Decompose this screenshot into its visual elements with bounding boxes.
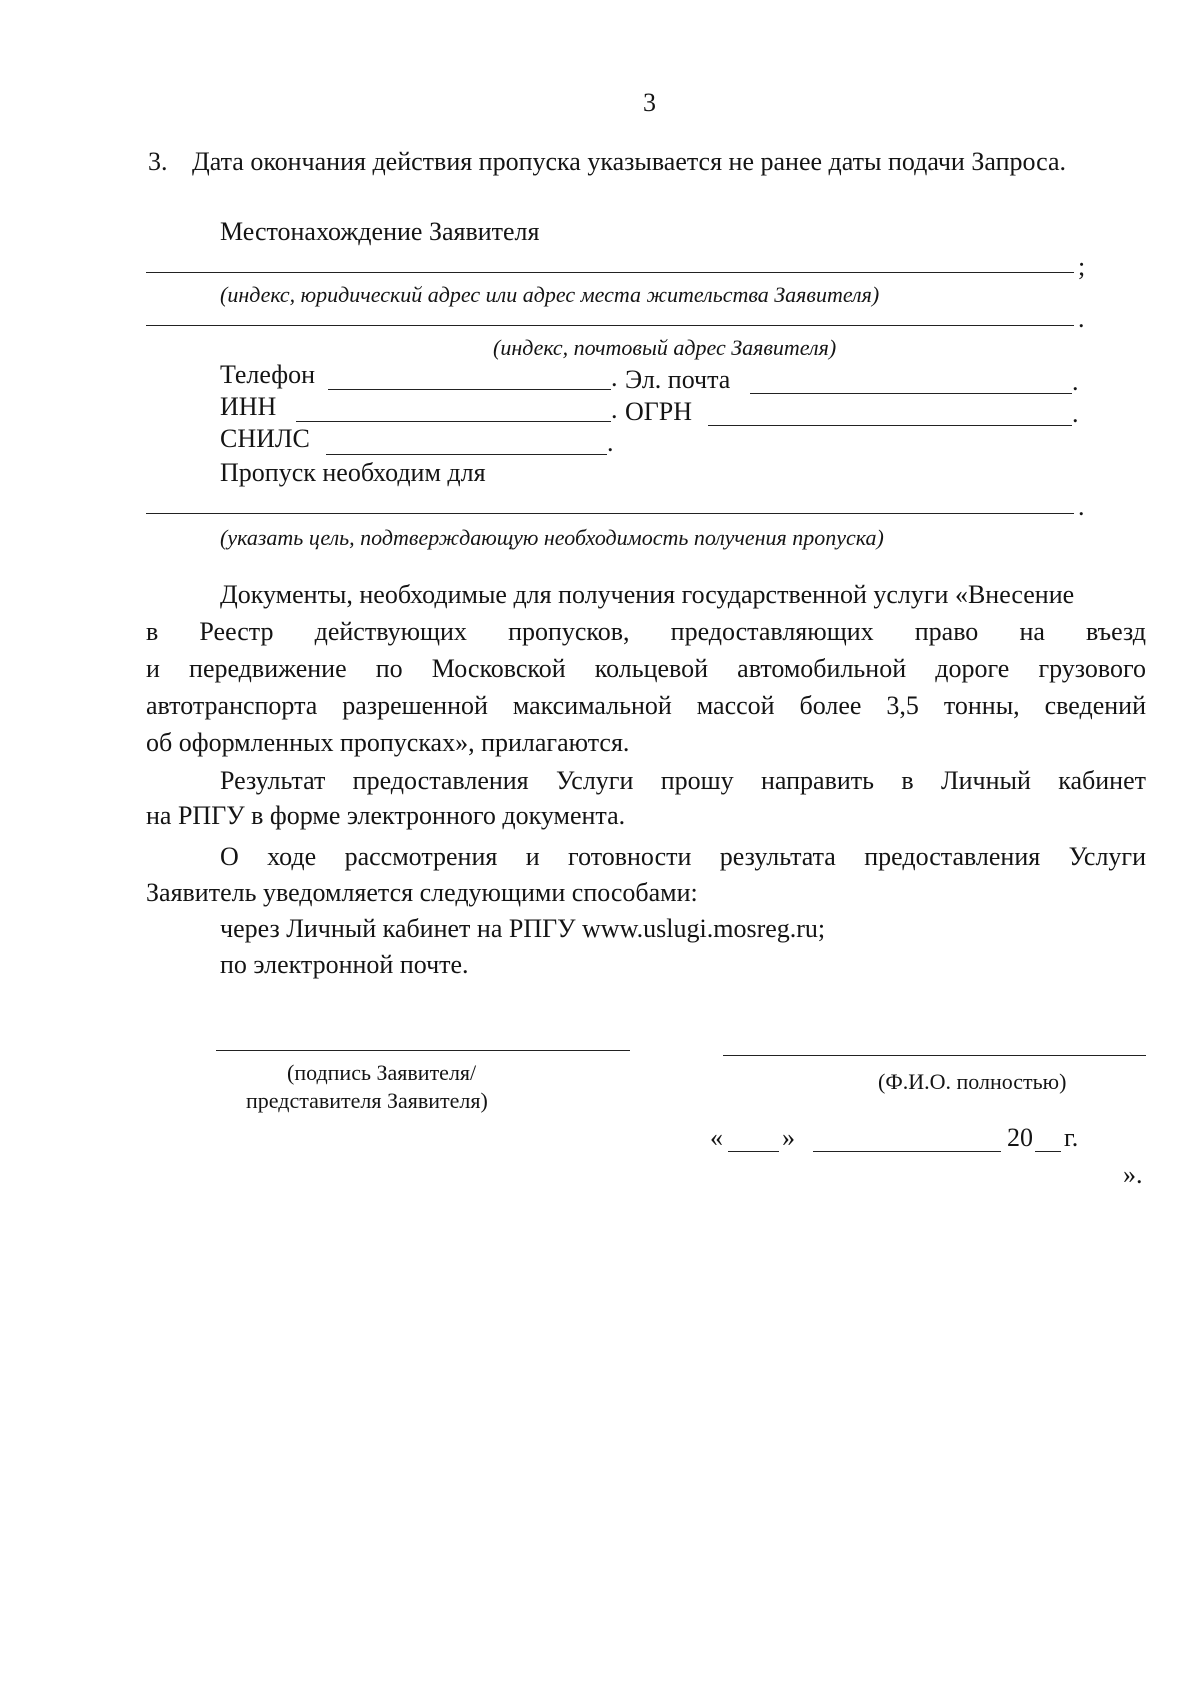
ogrn-end: . [1072,399,1079,428]
closing-mark: ». [1123,1160,1143,1189]
para1-line: Документы, необходимые для получения государственной услуги «Внесение [220,580,1075,609]
purpose-end: . [1078,492,1085,521]
phone-field[interactable] [328,389,611,390]
date-day-field[interactable] [728,1151,779,1152]
para2-line: Результат предоставления Услуги прошу направить в Личный кабинет [220,766,1146,795]
notify-method-cabinet: через Личный кабинет на РПГУ www.uslugi.mosreg.ru; [220,914,826,943]
signature-caption-1: (подпись Заявителя/ [287,1060,477,1085]
postal-address-end: . [1078,304,1085,333]
date-open-quote: « [710,1123,723,1152]
snils-field[interactable] [326,454,607,455]
ogrn-label: ОГРН [625,397,693,426]
inn-end: . [611,395,618,424]
date-month-field[interactable] [813,1151,1001,1152]
item-text: Дата окончания действия пропуска указывается не ранее даты подачи Запроса. [192,147,1067,176]
full-name-line[interactable] [723,1055,1146,1056]
para2-line: на РПГУ в форме электронного документа. [146,801,626,830]
email-field[interactable] [750,393,1072,394]
ogrn-field[interactable] [708,425,1072,426]
date-year-field[interactable] [1035,1151,1061,1152]
signature-caption-2: представителя Заявителя) [246,1088,488,1113]
location-label: Местонахождение Заявителя [220,217,540,246]
page-number: 3 [643,88,656,117]
snils-label: СНИЛС [220,424,310,453]
para1-line: об оформленных пропусках», прилагаются. [146,728,630,757]
para3-line: Заявитель уведомляется следующими способами: [146,878,698,907]
postal-address-line[interactable] [146,325,1074,326]
inn-label: ИНН [220,392,277,421]
para3-line: О ходе рассмотрения и готовности результата предоставления Услуги [220,842,1146,871]
phone-label: Телефон [220,360,316,389]
purpose-line[interactable] [146,513,1074,514]
legal-address-line[interactable] [146,272,1074,273]
para1-line: автотранспорта разрешенной максимальной массой более 3,5 тонны, сведений [146,691,1146,720]
purpose-label: Пропуск необходим для [220,458,486,487]
full-name-caption: (Ф.И.О. полностью) [878,1069,1067,1094]
notify-method-email: по электронной почте. [220,950,469,979]
purpose-caption: (указать цель, подтверждающую необходимость получения пропуска) [220,525,884,550]
para1-line: и передвижение по Московской кольцевой автомобильной дороге грузового [146,654,1146,683]
legal-address-caption: (индекс, юридический адрес или адрес места жительства Заявителя) [220,282,880,307]
inn-field[interactable] [296,421,611,422]
date-close-quote: » [782,1123,795,1152]
year-suffix: г. [1064,1123,1079,1152]
phone-end: . [611,363,618,392]
email-label: Эл. почта [625,365,731,394]
year-prefix: 20 [1007,1123,1033,1152]
item-number: 3. [148,147,168,176]
legal-address-end: ; [1078,252,1086,281]
email-end: . [1072,367,1079,396]
para1-line: в Реестр действующих пропусков, предоставляющих право на въезд [146,617,1146,646]
snils-end: . [607,428,614,457]
postal-address-caption: (индекс, почтовый адрес Заявителя) [493,335,837,360]
signature-line[interactable] [216,1050,630,1051]
